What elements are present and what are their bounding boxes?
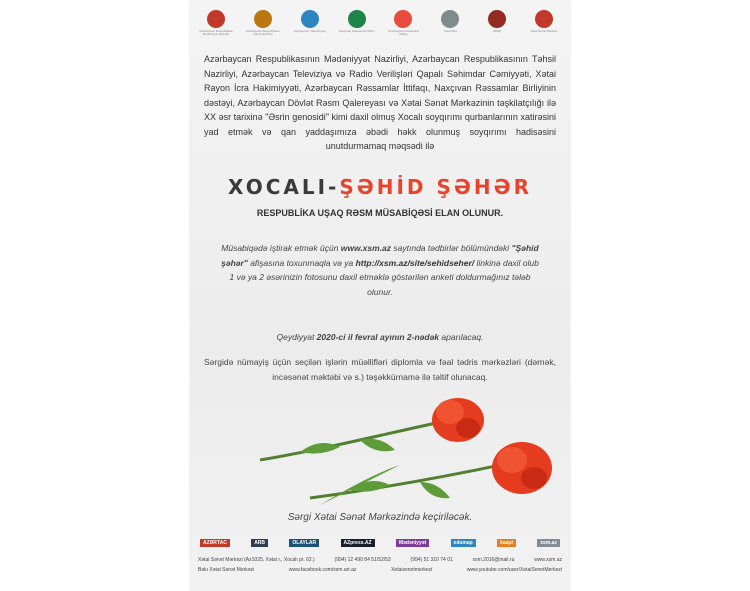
sponsor-logo: AZpress.AZ xyxy=(341,539,375,547)
sponsor-logo: ARB xyxy=(251,539,268,547)
mirror-text: Bakı Xətai Sənət Mərkəzi xyxy=(198,567,255,573)
ministry-culture-logo xyxy=(198,10,234,40)
logo-caption: Azərbaycan Respublikası Təhsil Nazirliyi xyxy=(245,29,280,36)
registration-text xyxy=(190,332,570,342)
instructions-text: afişasına toxunmaqla və ya xyxy=(247,257,356,268)
carnation-flower-1 xyxy=(432,398,484,442)
logo-mark xyxy=(254,10,272,28)
logo-mark xyxy=(488,10,506,28)
phone-text: (994) 12 490 84 51/52/53 xyxy=(334,557,391,563)
facebook-link[interactable]: www.facebook.com/xsm.art.az xyxy=(288,567,357,573)
sponsor-logo: OLAYLAR xyxy=(289,539,319,547)
sponsor-row xyxy=(200,537,560,549)
xetai-rih-logo xyxy=(432,10,468,40)
logo-row xyxy=(198,10,562,40)
poster xyxy=(190,0,570,591)
instructions-text: saytında tədbirlər bölümündəki xyxy=(391,243,512,253)
logo-caption: Azərbaycan Televiziyası xyxy=(293,29,326,33)
title-part-1: XOCALI- xyxy=(228,175,340,199)
poster-subtitle: RESPUBLİKA UŞAQ RƏSM MÜSABİQƏSİ ELAN OLUNUR. xyxy=(256,208,504,218)
logo-caption: Xətai RİH xyxy=(443,29,457,33)
logo-mark xyxy=(441,10,459,28)
title-part-2: ŞƏHİD ŞƏHƏR xyxy=(339,175,532,199)
instructions-text: linkinə daxil olub 1 və ya 2 əsərinizin fotosunu daxil etməklə göstərilən anketi doldurmağınız tələb olunur. xyxy=(229,257,539,297)
phone-text: (994) 51 310 74 01 xyxy=(410,557,453,563)
youtube-link[interactable]: www.youtube.com/user/XetaiSenetMerkezi xyxy=(466,567,562,573)
registration-deadline: 2020-ci il fevral ayının 2-nədək xyxy=(316,332,440,342)
poster-name: "Şəhid şəhər" xyxy=(221,243,539,268)
sponsor-logo: kaspi xyxy=(497,539,516,547)
instagram-link[interactable]: Xetaisenetmerkezi xyxy=(391,567,433,573)
sponsor-logo: Mədəniyyət xyxy=(396,539,429,547)
instructions-text: Müsabiqədə iştirak etmək üçün xyxy=(221,243,341,253)
address-text: Xətai Sənət Mərkəzi (Az1025, Xətai r., Xocalı pr. 62.) xyxy=(198,557,315,563)
venue-text: Sərgi Xətai Sənət Mərkəzində keçiriləcək. xyxy=(287,512,473,523)
nakhchivan-artists-logo xyxy=(339,10,375,40)
artists-union-logo xyxy=(385,10,421,40)
sponsor-logo: AZƏRTAC xyxy=(200,539,230,547)
logo-mark xyxy=(207,10,225,28)
instructions xyxy=(220,241,540,299)
aztv-logo xyxy=(292,10,328,40)
sponsor-logo: xsm.az xyxy=(537,539,560,547)
carnation-flower-2 xyxy=(492,442,552,494)
footer-social xyxy=(198,567,562,573)
xetai-art-center-logo xyxy=(526,10,562,40)
site-link[interactable]: www.xsm.az xyxy=(340,243,392,253)
logo-mark xyxy=(348,10,366,28)
logo-caption: ADRQ xyxy=(492,29,502,33)
logo-caption: Azərbaycan Rəssamlar İttifaqı xyxy=(387,29,419,36)
website-link[interactable]: www.xsm.az xyxy=(534,557,562,563)
poster-title xyxy=(190,175,570,199)
logo-caption: Azərbaycan Respublikası Mədəniyyət Nazirliyi xyxy=(199,29,233,36)
logo-mark xyxy=(301,10,319,28)
competition-link[interactable]: http://xsm.az/site/sehidseher/ xyxy=(355,257,475,268)
adrq-logo xyxy=(479,10,515,40)
intro-text: Azərbaycan Respublikasının Mədəniyyət Nazirliyi, Azərbaycan Respublikasının Təhsil Nazirliyi, Azərbaycan Televiziya və Radio Verilişləri Qapalı Səhimdar Cəmiyyəti, Xətai Rayon İcra Hakimiyyəti, Azərbaycan Rəssamlar İttifaqı, Naxçıvan Rəssamlar Birliyinin dəstəyi, Azərbaycan Dövlət Rəsm Qalereyası və Xətai Sənət Mərkəzinin təşkilatçılığı ilə XX əsr tarixinə "Əsrin genosidi" kimi daxil olmuş Xocalı soyqırımı qurbanlarının xatirəsini yad etmək və qan yaddaşımıza əbədi həkk olunmuş soyqırımı hadisəsini unutdurmamaq məqsədi ilə xyxy=(204,54,556,151)
carnations-illustration xyxy=(240,390,570,530)
email-link[interactable]: xsm.2016@mail.ru xyxy=(472,557,515,563)
ministry-education-logo xyxy=(245,10,281,40)
logo-mark xyxy=(394,10,412,28)
sponsor-logo: edumap xyxy=(451,539,476,547)
logo-mark xyxy=(535,10,553,28)
footer-contacts xyxy=(198,557,562,563)
logo-caption: Xətai Sənət Mərkəzi xyxy=(530,29,558,33)
registration-label: Qeydiyyat xyxy=(276,332,317,342)
logo-caption: Naxçıvan Rəssamlar Birliyi xyxy=(338,29,375,33)
registration-label: aparılacaq. xyxy=(439,332,484,342)
award-text: Sərgidə nümayiş üçün seçilən işlərin müəllifləri diplomla və fəal tədris mərkəzləri (dərnək, incəsənət məktəbi və s.) təşəkkürnamə ilə təltif olunacaq. xyxy=(204,357,556,382)
